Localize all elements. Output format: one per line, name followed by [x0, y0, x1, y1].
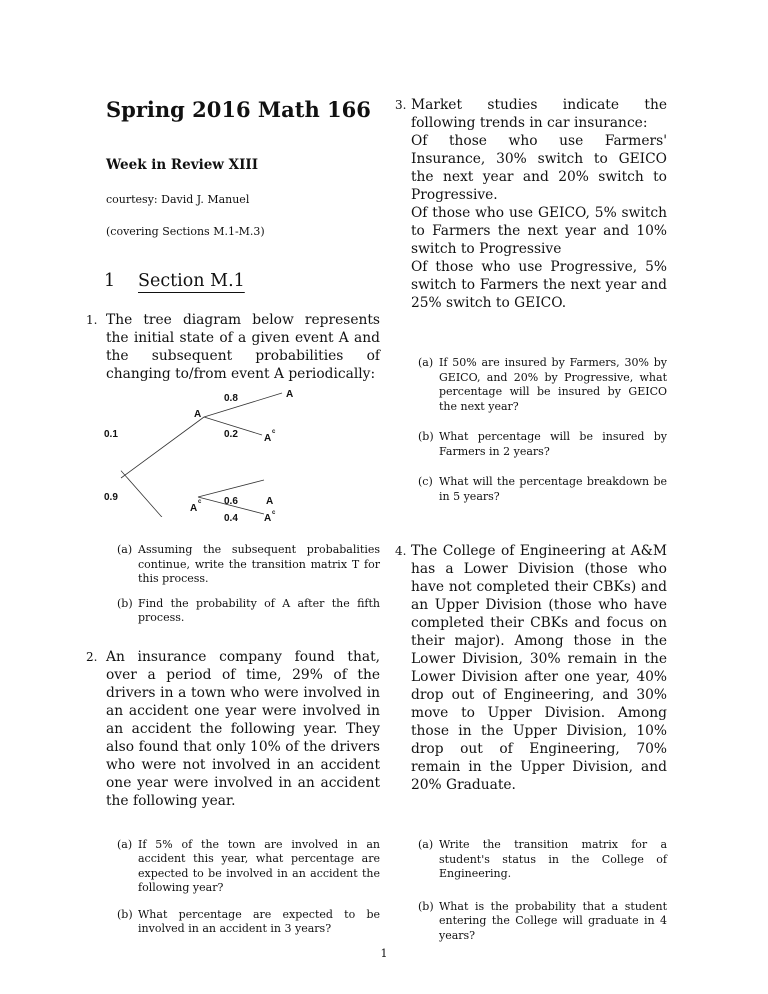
problem-text: The tree diagram below represents the initial state of a given event A and the subsequent probabilities of changing to/from event A periodically: [106, 312, 380, 382]
problem-1 [86, 311, 380, 383]
problem-3-part-c [418, 475, 667, 504]
part-text: Find the probability of A after the fifth process. [138, 596, 380, 624]
problem-2-part-a [117, 837, 380, 896]
problem-4 [395, 542, 667, 794]
tree-edge-root-A [121, 417, 204, 478]
problem-number: 2. [86, 649, 98, 664]
part-label: (b) [117, 907, 133, 921]
tree-node-label: A [264, 513, 272, 524]
tree-diagram-bottom [104, 509, 344, 529]
problem-2-part-b [117, 907, 380, 937]
problem-line: Of those who use Farmers' Insurance, 30% switch to GEICO the next year and 20% switch to Progressive. [411, 133, 667, 203]
problem-4-part-b [418, 899, 667, 944]
problem-4-part-a [418, 838, 667, 882]
document-subtitle: Week in Review XIII [106, 157, 259, 173]
tree-node-label: A [194, 409, 202, 420]
tree-prob-A-A: 0.8 [224, 393, 238, 404]
part-label: (b) [418, 899, 434, 913]
part-text: Write the transition matrix for a student's status in the College of Engineering. [439, 838, 667, 880]
problem-2 [86, 648, 380, 810]
part-label: (c) [418, 475, 433, 488]
part-text: If 50% are insured by Farmers, 30% by GEICO, and 20% by Progressive, what percentage will be insured by GEICO the next year? [439, 356, 667, 413]
part-label: (a) [418, 356, 434, 369]
right-column [395, 96, 667, 943]
tree-diagram [104, 387, 344, 517]
problem-text: The College of Engineering at A&M has a Lower Division (those who have not completed their CBKs) and an Upper Division (those who have completed their CBKs and focus on their major). Among those in the Lower Division, 30% remain in the Lower Division after one year, 40% drop out of Engineering, and 30% move to Upper Division. Among those in the Upper Division, 10% drop out of Engineering, 70% remain in the Upper Division, and 20% Graduate. [411, 543, 667, 793]
tree-node-label: A [190, 503, 198, 514]
problem-number: 4. [395, 544, 407, 558]
tree-prob-root-Ac: 0.9 [104, 492, 118, 503]
problem-number: 1. [86, 313, 98, 327]
tree-edge-Ac-A [198, 480, 264, 497]
left-column [86, 96, 380, 937]
part-text: What percentage will be insured by Farmers in 2 years? [439, 430, 667, 458]
part-label: (a) [418, 838, 434, 851]
tree-complement-sup: c [198, 499, 202, 505]
courtesy-line: courtesy: David J. Manuel [106, 193, 250, 206]
part-text: If 5% of the town are involved in an accident this year, what percentage are expected to be involved in an accident the following year? [138, 837, 380, 894]
problem-1-part-b [117, 596, 380, 626]
part-label: (a) [117, 837, 133, 851]
tree-node-label: A [266, 496, 274, 507]
problem-number: 3. [395, 98, 407, 112]
tree-prob-Ac-A: 0.6 [224, 496, 238, 507]
part-label: (b) [117, 596, 133, 610]
section-title: Section M.1 [138, 271, 245, 291]
tree-edge-A-A [204, 393, 282, 417]
covering-line: (covering Sections M.1-M.3) [106, 225, 265, 238]
part-text: What percentage are expected to be involved in an accident in 3 years? [138, 907, 380, 935]
tree-complement-sup: c [272, 510, 276, 516]
tree-prob-root-A: 0.1 [104, 429, 118, 440]
part-text: What is the probability that a student entering the College will graduate in 4 years? [439, 899, 667, 942]
problem-3 [395, 96, 667, 312]
page-number: 1 [380, 947, 388, 960]
part-label: (b) [418, 430, 434, 443]
problem-3-part-b [418, 430, 667, 459]
problem-text: Market studies indicate the following trends in car insurance: [411, 97, 667, 131]
part-text: What will the percentage breakdown be in 5 years? [439, 475, 667, 503]
tree-node-label: A [286, 389, 294, 400]
tree-prob-A-Ac: 0.2 [224, 429, 238, 440]
problem-line: Of those who use Progressive, 5% switch to Farmers the next year and 25% switch to GEICO. [411, 259, 667, 311]
section-heading [104, 271, 380, 291]
part-text: Assuming the subsequent probabalities continue, write the transition matrix T for this process. [138, 543, 380, 585]
tree-node-label: A [264, 433, 272, 444]
tree-complement-sup: c [272, 429, 276, 435]
document-title: Spring 2016 Math 166 [106, 97, 371, 122]
section-number: 1 [104, 271, 116, 291]
problem-1-part-a [117, 543, 380, 587]
problem-3-part-a [418, 356, 667, 414]
part-label: (a) [117, 543, 133, 556]
tree-prob-Ac-Ac: 0.4 [224, 513, 238, 524]
problem-line: Of those who use GEICO, 5% switch to Farmers the next year and 10% switch to Progressive [411, 205, 667, 257]
problem-text: An insurance company found that, over a period of time, 29% of the drivers in a town who were involved in an accident one year were involved in an accident the following year. They also found that only 10% of the drivers who were not involved in an accident one year were involved in an accident the following year. [106, 648, 380, 809]
